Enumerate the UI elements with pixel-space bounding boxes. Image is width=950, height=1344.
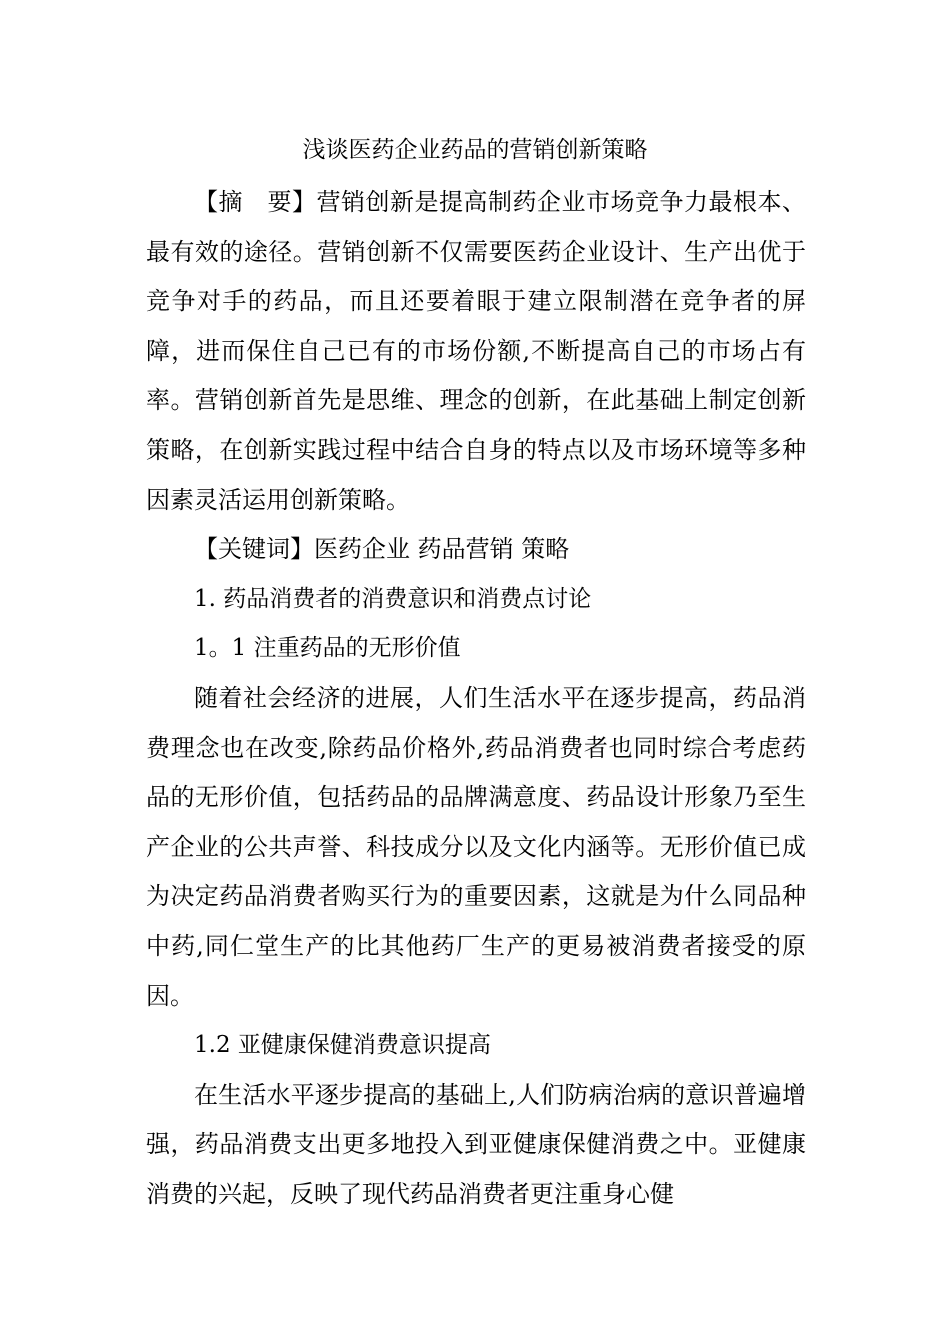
subsection-heading-1-1: 1。1 注重药品的无形价值 bbox=[194, 635, 461, 662]
keywords-paragraph: 【关键词】医药企业 药品营销 策略 bbox=[194, 535, 570, 564]
section-heading-1: 1. 药品消费者的消费意识和消费点讨论 bbox=[194, 585, 592, 612]
body-paragraph-1-1: 随着社会经济的进展，人们生活水平在逐步提高，药品消费理念也在改变,除药品价格外,药品消费者也同时综合考虑药品的无形价值，包括药品的品牌满意度、药品设计形象乃至生产企业的公共声誉、科技成分以及文化内涵等。无形价值已成为决定药品消费者购买行为的重要因素，这就是为什么同品种中药,同仁堂生产的比其他药厂生产的更易被消费者接受的原因。 bbox=[146, 683, 806, 1010]
abstract-paragraph: 【摘 要】营销创新是提高制药企业市场竞争力最根本、最有效的途径。营销创新不仅需要医药企业设计、生产出优于竞争对手的药品，而且还要着眼于建立限制潜在竞争者的屏障，进而保住自己已有的市场份额,不断提高自己的市场占有率。营销创新首先是思维、理念的创新，在此基础上制定创新策略，在创新实践过程中结合自身的特点以及市场环境等多种因素灵活运用创新策略。 bbox=[146, 188, 806, 514]
document-body bbox=[146, 178, 806, 1219]
document-title: 浅谈医药企业药品的营销创新策略 bbox=[302, 137, 648, 163]
subsection-heading-1-2: 1.2 亚健康保健消费意识提高 bbox=[194, 1032, 491, 1059]
body-paragraph-1-2: 在生活水平逐步提高的基础上,人们防病治病的意识普遍增强，药品消费支出更多地投入到亚健康保健消费之中。亚健康消费的兴起，反映了现代药品消费者更注重身心健 bbox=[146, 1080, 806, 1208]
